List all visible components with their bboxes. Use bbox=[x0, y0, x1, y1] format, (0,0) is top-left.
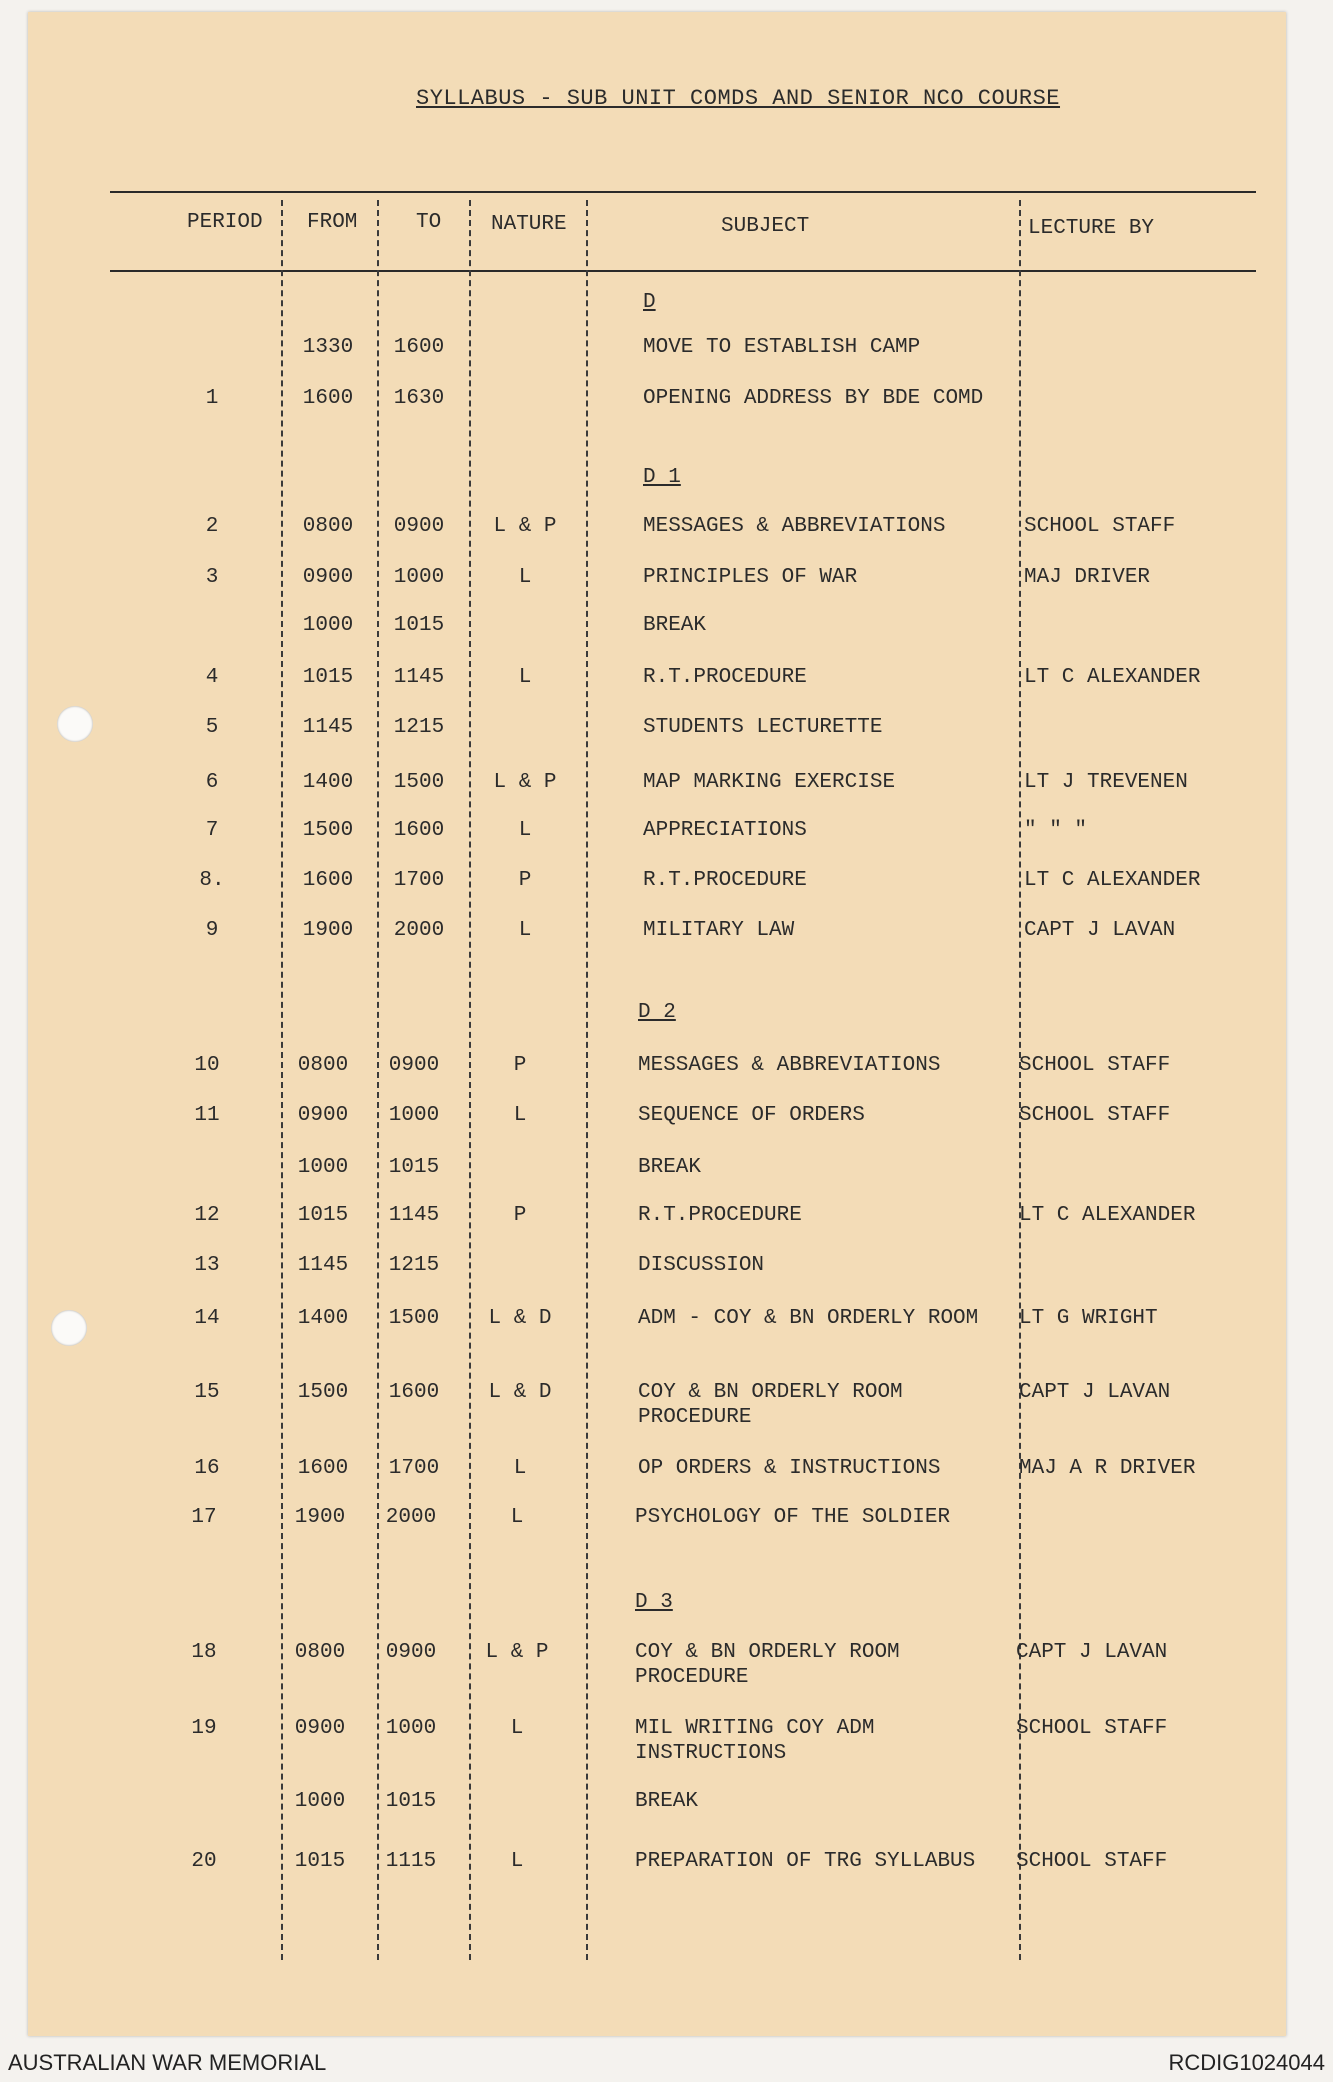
from-time-cell: 1000 bbox=[302, 614, 354, 637]
nature-cell: L & P bbox=[493, 771, 557, 794]
lecturer-cell: SCHOOL STAFF bbox=[1024, 515, 1176, 538]
from-time-cell: 0800 bbox=[302, 515, 354, 538]
header-period: PERIOD bbox=[187, 211, 263, 234]
column-divider bbox=[1019, 200, 1021, 1960]
subject-cell: MESSAGES & ABBREVIATIONS bbox=[638, 1054, 941, 1077]
from-time-cell: 0900 bbox=[302, 566, 354, 589]
from-time-cell: 1000 bbox=[297, 1156, 349, 1179]
nature-cell: L & P bbox=[493, 515, 557, 538]
period-cell: 13 bbox=[194, 1254, 220, 1277]
header-to: TO bbox=[416, 211, 442, 234]
subject-cell: OP ORDERS & INSTRUCTIONS bbox=[638, 1457, 941, 1480]
from-time-cell: 1600 bbox=[297, 1457, 349, 1480]
period-cell: 18 bbox=[191, 1641, 217, 1664]
lecturer-cell: MAJ A R DRIVER bbox=[1019, 1457, 1196, 1480]
period-cell: 9 bbox=[205, 919, 219, 942]
lecturer-cell: LT C ALEXANDER bbox=[1024, 666, 1201, 689]
from-time-cell: 1145 bbox=[302, 716, 354, 739]
period-cell: 19 bbox=[191, 1717, 217, 1740]
header-from: FROM bbox=[307, 211, 358, 234]
to-time-cell: 1500 bbox=[393, 771, 445, 794]
period-cell: 12 bbox=[194, 1204, 220, 1227]
period-cell: 2 bbox=[205, 515, 219, 538]
subject-cell: PSYCHOLOGY OF THE SOLDIER bbox=[635, 1506, 951, 1529]
from-time-cell: 1015 bbox=[302, 666, 354, 689]
footer-credit: AUSTRALIAN WAR MEMORIAL bbox=[8, 2050, 327, 2075]
day-heading: D 3 bbox=[635, 1591, 673, 1614]
period-cell: 14 bbox=[194, 1307, 220, 1330]
punch-hole bbox=[51, 1310, 87, 1346]
subject-cell: PREPARATION OF TRG SYLLABUS bbox=[635, 1850, 976, 1873]
subject-cell: STUDENTS LECTURETTE bbox=[643, 716, 883, 739]
from-time-cell: 1600 bbox=[302, 869, 354, 892]
to-time-cell: 2000 bbox=[385, 1506, 437, 1529]
to-time-cell: 0900 bbox=[385, 1641, 437, 1664]
to-time-cell: 1630 bbox=[393, 387, 445, 410]
nature-cell: P bbox=[518, 869, 532, 892]
subject-cell: SEQUENCE OF ORDERS bbox=[638, 1104, 865, 1127]
period-cell: 11 bbox=[194, 1104, 220, 1127]
nature-cell: L bbox=[518, 919, 532, 942]
period-cell: 15 bbox=[194, 1381, 220, 1404]
lecturer-cell: " " " bbox=[1024, 819, 1088, 842]
nature-cell: P bbox=[513, 1054, 527, 1077]
nature-cell: L & D bbox=[488, 1307, 552, 1330]
day-heading: D bbox=[643, 291, 656, 314]
period-cell: 3 bbox=[205, 566, 219, 589]
lecturer-cell: CAPT J LAVAN bbox=[1019, 1381, 1171, 1404]
period-cell: 20 bbox=[191, 1850, 217, 1873]
subject-cell: COY & BN ORDERLY ROOM PROCEDURE bbox=[635, 1641, 900, 1689]
nature-cell: P bbox=[513, 1204, 527, 1227]
to-time-cell: 1500 bbox=[388, 1307, 440, 1330]
lecturer-cell: SCHOOL STAFF bbox=[1019, 1104, 1171, 1127]
subject-cell: MILITARY LAW bbox=[643, 919, 795, 942]
subject-cell: BREAK bbox=[643, 614, 707, 637]
to-time-cell: 1215 bbox=[393, 716, 445, 739]
from-time-cell: 1600 bbox=[302, 387, 354, 410]
to-time-cell: 1015 bbox=[393, 614, 445, 637]
subject-cell: R.T.PROCEDURE bbox=[643, 666, 807, 689]
period-cell: 8. bbox=[199, 869, 225, 892]
punch-hole bbox=[57, 706, 93, 742]
from-time-cell: 1400 bbox=[302, 771, 354, 794]
from-time-cell: 0800 bbox=[297, 1054, 349, 1077]
lecturer-cell: LT C ALEXANDER bbox=[1024, 869, 1201, 892]
from-time-cell: 1015 bbox=[294, 1850, 346, 1873]
to-time-cell: 1015 bbox=[388, 1156, 440, 1179]
nature-cell: L bbox=[510, 1850, 524, 1873]
from-time-cell: 1400 bbox=[297, 1307, 349, 1330]
subject-cell: OPENING ADDRESS BY BDE COMD bbox=[643, 387, 984, 410]
nature-cell: L & P bbox=[485, 1641, 549, 1664]
nature-cell: L bbox=[518, 666, 532, 689]
nature-cell: L bbox=[510, 1506, 524, 1529]
to-time-cell: 1700 bbox=[388, 1457, 440, 1480]
from-time-cell: 0900 bbox=[294, 1717, 346, 1740]
column-divider bbox=[469, 200, 471, 1960]
period-cell: 5 bbox=[205, 716, 219, 739]
to-time-cell: 1600 bbox=[393, 819, 445, 842]
column-divider bbox=[377, 200, 379, 1960]
subject-cell: COY & BN ORDERLY ROOM PROCEDURE bbox=[638, 1381, 903, 1429]
from-time-cell: 1500 bbox=[302, 819, 354, 842]
from-time-cell: 1330 bbox=[302, 336, 354, 359]
from-time-cell: 1500 bbox=[297, 1381, 349, 1404]
subject-cell: MESSAGES & ABBREVIATIONS bbox=[643, 515, 946, 538]
to-time-cell: 1015 bbox=[385, 1790, 437, 1813]
from-time-cell: 1900 bbox=[294, 1506, 346, 1529]
subject-cell: R.T.PROCEDURE bbox=[638, 1204, 802, 1227]
period-cell: 17 bbox=[191, 1506, 217, 1529]
lecturer-cell: LT J TREVENEN bbox=[1024, 771, 1188, 794]
nature-cell: L bbox=[518, 819, 532, 842]
nature-cell: L bbox=[513, 1104, 527, 1127]
to-time-cell: 1115 bbox=[385, 1850, 437, 1873]
period-cell: 1 bbox=[205, 387, 219, 410]
header-subject: SUBJECT bbox=[721, 215, 810, 238]
period-cell: 6 bbox=[205, 771, 219, 794]
period-cell: 16 bbox=[194, 1457, 220, 1480]
from-time-cell: 1000 bbox=[294, 1790, 346, 1813]
column-divider bbox=[281, 200, 283, 1960]
from-time-cell: 0900 bbox=[297, 1104, 349, 1127]
lecturer-cell: SCHOOL STAFF bbox=[1016, 1850, 1168, 1873]
to-time-cell: 1000 bbox=[385, 1717, 437, 1740]
subject-cell: BREAK bbox=[638, 1156, 702, 1179]
to-time-cell: 1000 bbox=[388, 1104, 440, 1127]
from-time-cell: 1015 bbox=[297, 1204, 349, 1227]
from-time-cell: 0800 bbox=[294, 1641, 346, 1664]
lecturer-cell: LT G WRIGHT bbox=[1019, 1307, 1158, 1330]
lecturer-cell: LT C ALEXANDER bbox=[1019, 1204, 1196, 1227]
nature-cell: L bbox=[513, 1457, 527, 1480]
footer-catalog-id: RCDIG1024044 bbox=[1168, 2050, 1325, 2075]
from-time-cell: 1900 bbox=[302, 919, 354, 942]
from-time-cell: 1145 bbox=[297, 1254, 349, 1277]
subject-cell: DISCUSSION bbox=[638, 1254, 765, 1277]
to-time-cell: 0900 bbox=[393, 515, 445, 538]
document-title: SYLLABUS - SUB UNIT COMDS AND SENIOR NCO COURSE bbox=[416, 86, 1061, 111]
to-time-cell: 1215 bbox=[388, 1254, 440, 1277]
subject-cell: APPRECIATIONS bbox=[643, 819, 807, 842]
to-time-cell: 0900 bbox=[388, 1054, 440, 1077]
lecturer-cell: SCHOOL STAFF bbox=[1019, 1054, 1171, 1077]
subject-cell: MAP MARKING EXERCISE bbox=[643, 771, 896, 794]
nature-cell: L & D bbox=[488, 1381, 552, 1404]
lecturer-cell: SCHOOL STAFF bbox=[1016, 1717, 1168, 1740]
period-cell: 7 bbox=[205, 819, 219, 842]
to-time-cell: 1600 bbox=[388, 1381, 440, 1404]
to-time-cell: 1145 bbox=[388, 1204, 440, 1227]
subject-cell: MIL WRITING COY ADM INSTRUCTIONS bbox=[635, 1717, 875, 1765]
header-lecture-by: LECTURE BY bbox=[1028, 217, 1155, 240]
header-nature: NATURE bbox=[491, 213, 567, 236]
lecturer-cell: CAPT J LAVAN bbox=[1024, 919, 1176, 942]
header-top-rule bbox=[110, 191, 1256, 193]
lecturer-cell: CAPT J LAVAN bbox=[1016, 1641, 1168, 1664]
to-time-cell: 1700 bbox=[393, 869, 445, 892]
subject-cell: BREAK bbox=[635, 1790, 699, 1813]
to-time-cell: 1145 bbox=[393, 666, 445, 689]
column-divider bbox=[586, 200, 588, 1960]
subject-cell: MOVE TO ESTABLISH CAMP bbox=[643, 336, 921, 359]
to-time-cell: 2000 bbox=[393, 919, 445, 942]
period-cell: 4 bbox=[205, 666, 219, 689]
subject-cell: ADM - COY & BN ORDERLY ROOM bbox=[638, 1307, 979, 1330]
to-time-cell: 1600 bbox=[393, 336, 445, 359]
period-cell: 10 bbox=[194, 1054, 220, 1077]
subject-cell: R.T.PROCEDURE bbox=[643, 869, 807, 892]
day-heading: D 2 bbox=[638, 1001, 676, 1024]
nature-cell: L bbox=[518, 566, 532, 589]
lecturer-cell: MAJ DRIVER bbox=[1024, 566, 1151, 589]
nature-cell: L bbox=[510, 1717, 524, 1740]
subject-cell: PRINCIPLES OF WAR bbox=[643, 566, 858, 589]
to-time-cell: 1000 bbox=[393, 566, 445, 589]
day-heading: D 1 bbox=[643, 466, 681, 489]
